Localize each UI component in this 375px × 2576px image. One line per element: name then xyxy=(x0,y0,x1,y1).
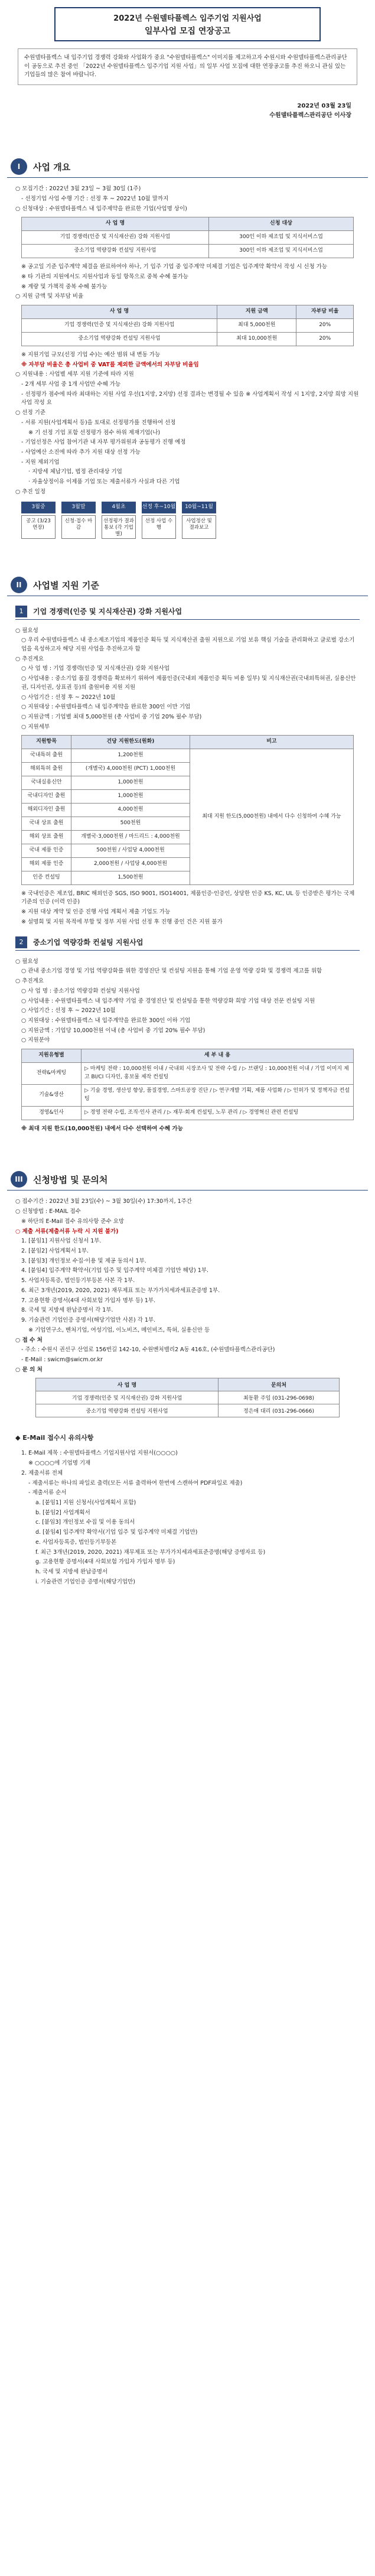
content-item: ○ 사 업 명 : 기업 경쟁력(인증 및 지식재산권) 강화 지원사업 xyxy=(21,665,169,672)
table-row xyxy=(36,1391,340,1404)
rule-sub: - 2개 세부 사업 중 1개 사업만 수혜 가능 xyxy=(21,380,121,388)
flow-step-head: 선정 후~10월 xyxy=(142,502,176,513)
cell: 국내실용신안 xyxy=(22,776,71,790)
flow-step-head: 10월~11월 xyxy=(182,502,216,513)
cell: 중소기업 역량강화 컨설팅 지원사업 xyxy=(22,332,217,346)
cell: 기업 경쟁력(인증 및 지식재산권) 강화 지원사업 xyxy=(22,231,209,245)
content-item: ○ 지원금액 : 기업당 10,000천원 이내 (총 사업비 중 기업 20% 필수 부담) xyxy=(21,1027,206,1034)
cell: 20% xyxy=(296,332,354,346)
doc-item: 7. 고용현황 증명서(4대 사회보험 가입자 명부 등) 1부. xyxy=(21,1297,156,1304)
section-1-title: 사업 개요 xyxy=(33,162,71,173)
issue-date: 2022년 03월 23일 xyxy=(297,103,351,110)
notice-item: i. 기술관련 기업인증 증명서(해당기업만) xyxy=(35,1578,135,1585)
doc-item: 1. [붙임1] 지원사업 신청서 1부. xyxy=(21,1238,102,1245)
flow-step xyxy=(21,502,56,539)
note: ※ 지원 대상 계약 및 인증 진행 사업 계획서 제출 기업도 가능 xyxy=(21,909,171,916)
content-item: ○ 사업내용 : 수원델타플렉스 내 입주계약 기업 중 경영진단 및 컨설팅을 통한 역량강화 희망 기업 대상 전문 컨설팅 지원 xyxy=(21,997,315,1004)
budget-table xyxy=(21,305,354,346)
cell: 중소기업 역량강화 컨설팅 지원사업 xyxy=(36,1404,219,1417)
apply-note: ※ 하단의 E-Mail 접수 유의사항 준수 요망 xyxy=(21,1218,125,1225)
schedule-flow xyxy=(21,502,360,539)
period-sub: - 선정기업 사업 수행 기간 : 선정 후 ~ 2022년 10월 말까지 xyxy=(21,195,169,202)
sub-section-title: 기업 경쟁력(인증 및 지식재산권) 강화 지원사업 xyxy=(33,607,182,616)
table-row xyxy=(22,1063,354,1085)
section-2-header xyxy=(7,575,368,596)
content-item: ○ 지원분야 xyxy=(21,1037,50,1044)
section-2-number: II xyxy=(11,577,27,593)
notice-item: b. [붙임2] 사업계획서 xyxy=(35,1509,90,1516)
content-item: ○ 지원금액 : 기업별 최대 5,000천원 (총 사업비 중 기업 20% 필수 부담) xyxy=(21,714,202,720)
sub-section-2-header xyxy=(15,936,360,951)
section-1-number: I xyxy=(11,158,27,175)
flow-title: ○ 추진 일정 xyxy=(15,488,46,495)
cell: 최대 지원 한도(5,000천원) 내에서 다수 신청하여 수혜 가능 xyxy=(190,749,353,884)
cell: 국내디자인 출원 xyxy=(22,790,71,804)
title-box xyxy=(54,7,321,41)
doc-item: 6. 최근 3개년(2019, 2020, 2021) 재무제표 또는 부가가치세과세표준증명 1부. xyxy=(21,1287,220,1294)
notice-item: g. 고용현황 증명서(4대 사회보험 가입자 가입자 명부 등) xyxy=(35,1559,175,1566)
section-2-title: 사업별 지원 기준 xyxy=(33,580,99,591)
process-note: ※ 기 선정 기업 포함 선정평가 점수 하위 제재기업(나) xyxy=(28,429,161,436)
purpose-title: ○ 필요성 xyxy=(15,627,38,634)
sub-section-1-body xyxy=(15,627,360,927)
th: 건당 지원한도(원화) xyxy=(71,736,190,749)
purpose-text: ○ 관내 중소기업 경영 및 기업 역량강화를 위한 경영진단 및 컨설팅 지원을 통해 기업 운영 역량 강화 및 경쟁력 제고를 위함 xyxy=(21,968,322,975)
content-item: ○ 지원세부 xyxy=(21,723,50,730)
cell: 개별국·3,000천원 / 마드리드 : 4,000천원 xyxy=(71,831,190,844)
notice-item: c. [붙임3] 개인정보 수집 및 이용 동의서 xyxy=(35,1519,135,1526)
cell: 중소기업 역량강화 컨설팅 지원사업 xyxy=(22,245,209,258)
cell: ▷ 경영 전략 수립, 조직·인사 관리 / ▷ 재무·회계 컨설팅, 노무 관리 / ▷ 경영혁신 관련 컨설팅 xyxy=(81,1106,354,1120)
docs-title: ○ 제출 서류(제출서류 누락 시 지원 불가) xyxy=(15,1228,119,1235)
th: 사 업 명 xyxy=(22,305,217,319)
cell: 4,000천원 xyxy=(71,804,190,817)
support-table xyxy=(21,735,354,884)
target: ○ 신청대상 : 수원델타플렉스 내 입주제약을 완료한 기업(사업명 상이) xyxy=(15,205,187,212)
content-item: ○ 지원대상 : 수원델타플렉스 내 입주계약을 완료한 300인 이하 기업 xyxy=(21,1017,191,1024)
consulting-table xyxy=(21,1049,354,1120)
table-row xyxy=(22,245,354,258)
section-1-header xyxy=(7,157,368,178)
table-row xyxy=(22,1084,354,1106)
notice-item: - 제출서류는 하나의 파일로 출력(모든 서류 출력하여 한번에 스캔하여 PDF파일로 제출) xyxy=(28,1479,243,1487)
content-title: ○ 추진계요 xyxy=(15,655,44,662)
doc-item: 3. [붙임3] 개인정보 수집·이용 및 제공 동의서 1부. xyxy=(21,1257,146,1264)
content-item: ○ 사 업 명 : 중소기업 역량강화 컨설팅 지원사업 xyxy=(21,987,140,994)
docs-note: ※ 기업연구소, 벤처기업, 여성기업, 이노비즈, 메인비즈, 특허, 실용신안 등 xyxy=(28,1326,210,1333)
notice-item: d. [붙임4] 입주계약 확약서(기업 입주 및 입주계약 미체결 기업만) xyxy=(35,1529,198,1536)
section-3-body xyxy=(15,1198,360,1374)
sub-section-2-body xyxy=(15,958,360,1134)
cell: 1,200천원 xyxy=(71,749,190,763)
notice-item: ※ ○○○○에 기업명 기재 xyxy=(28,1460,91,1467)
table-row xyxy=(22,1106,354,1120)
doc-item: 9. 기술관련 기업인증 증명서(해당기업만 사본) 각 1부. xyxy=(21,1317,156,1324)
flow-step-box: 선정평가 결과 통보 (각 기업별) xyxy=(102,515,136,539)
th: 사 업 명 xyxy=(36,1378,219,1391)
content-item: ○ 사업내용 : 중소기업 품질 경쟁력을 확보하기 위하여 제품인증(국내외 제품인증 획득 비용 일부) 및 지식재산권(국내외특허권, 실용신안권, 디자인권, 상표권 등)의 출원비용 지원 지원 xyxy=(21,675,356,691)
cell: 기업 경쟁력(인증 및 지식재산권) 강화 지원사업 xyxy=(22,318,217,332)
process-item: - 기업선정은 사업 참여기관 내 자부 평가위원과 공동평가 진행 예정 xyxy=(21,439,186,446)
note: ※ 지원기업 규모(선정 기업 수)는 예산 범위 내 변동 가능 xyxy=(21,351,161,358)
content-item: ○ 사업기간 : 선정 후 ~ 2022년 10월 xyxy=(21,694,116,701)
th: 문의처 xyxy=(219,1378,340,1391)
th: 지원유형별 xyxy=(22,1049,81,1063)
email-notice-body xyxy=(15,1449,360,1586)
cell: 1,000천원 xyxy=(71,790,190,804)
process-item: - 서류 지원(사업계획서 등)을 토대로 선정평가를 진행하여 선정 xyxy=(21,419,176,426)
period: ○ 모집기간 : 2022년 3월 23일 ~ 3월 30일 (1주) xyxy=(15,186,141,193)
content-title: ○ 추진계요 xyxy=(15,978,44,985)
th: 사 업 명 xyxy=(22,217,209,231)
th: 세 부 내 용 xyxy=(81,1049,354,1063)
doc-item: 5. 사업자등록증, 법인등기부등본 사본 각 1부. xyxy=(21,1277,135,1284)
target-table-wrap xyxy=(21,217,354,258)
note: ※ 최대 지원 한도(10,000천원) 내에서 다수 선택하여 수혜 가능 xyxy=(21,1125,183,1132)
flow-step-box: 공고 (3/23 연장) xyxy=(21,515,56,539)
cell: 20% xyxy=(296,318,354,332)
sub-section-1-header xyxy=(15,606,360,620)
cell: ▷ 마케팅 전략 : 10,000천원 이내 / 국내외 시장조사 및 전략 수립 / ▷ 브랜딩 : 10,000천원 이내 / 기업 이미지 제고 BI/CI 디자인, 홍보물 제작 컨설팅 xyxy=(81,1063,354,1085)
section-3-header xyxy=(7,1170,368,1191)
process-subitem: · 지방세 체납기업, 법정 관리대상 기업 xyxy=(28,469,122,476)
cell: 국내 제품 인증 xyxy=(22,844,71,857)
cell: ▷ 기술 경영, 생산성 향상, 품질경영, 스마트공장 진단 / ▷ 연구개발 기획, 제품 사업화 / ▷ 인허가 및 정책자금 컨설팅 xyxy=(81,1084,354,1106)
intro-paragraph: 수원델타플렉스 내 입주기업 경쟁력 강화와 사업화가 중요 "수원델타플렉스" 이미지를 제고하고자 수원시와 수원델타플렉스관리공단이 공동으로 추진 중인 「2022년 수원델타플렉스 입주기업 지원 사업」의 일부 사업 모집에 대한 연장공고를 추진 하오니 관심 있는 기업들의 많은 참여 바랍니다. xyxy=(18,48,357,85)
note: ※ 설명회 및 지원 목적에 부합 및 정부 지원 사업 선정 후 진행 중인 건은 지원 불가 xyxy=(21,918,223,925)
sub-section-title: 중소기업 역량강화 컨설팅 지원사업 xyxy=(33,938,144,947)
flow-step xyxy=(102,502,136,539)
cell: 해외 상표 출원 xyxy=(22,831,71,844)
support-table-wrap xyxy=(21,735,354,884)
notice-item: a. [붙임1] 지원 신청서(사업계획서 포함) xyxy=(35,1499,136,1506)
budget-title: ○ 지원 금액 및 자부담 비율 xyxy=(15,293,84,300)
title-line1: 2022년 수원델타플렉스 입주기업 지원사업 xyxy=(113,14,262,23)
content-item: ○ 사업기간 : 선정 후 ~ 2022년 10월 xyxy=(21,1007,116,1014)
doc-item: 2. [붙임2] 사업계획서 1부. xyxy=(21,1248,89,1255)
note: ※ 공고일 기준 입주계약 체결을 완료하여야 하나, 기 입주 기업 중 입주계약 미체결 기업은 입주계약 확약서 작성 시 신청 가능 xyxy=(21,264,328,271)
sub-section-number: 1 xyxy=(15,606,27,617)
cell: 최동환 주임 (031-296-0698) xyxy=(219,1391,340,1404)
doc-item: 8. 국세 및 지방세 완납증명서 각 1부. xyxy=(21,1307,113,1314)
notice-item: 1. E-Mail 제목 : 수원델타플렉스 기업지원사업 지원서(○○○○) xyxy=(21,1450,178,1457)
cell: 기술&생산 xyxy=(22,1084,81,1106)
th: 지원 금액 xyxy=(217,305,296,319)
purpose-title: ○ 필요성 xyxy=(15,958,38,965)
doc-item: 4. [붙임4] 입주계약 확약서(기업 입주 및 입주계약 미체결 기업만 해당) 1부. xyxy=(21,1267,208,1274)
cell: 인증 컨설팅 xyxy=(22,871,71,884)
cell: 정은애 대리 (031-296-0666) xyxy=(219,1404,340,1417)
cell: 경영&인사 xyxy=(22,1106,81,1120)
notice-item: f. 최근 3개년(2019, 2020, 2021) 재무제표 또는 부가가치세과세표준증명(해당 증명자료 등) xyxy=(35,1549,266,1556)
apply-method: ○ 신청방법 : E-MAIL 접수 xyxy=(15,1208,81,1215)
content-item: ○ 지원대상 : 수원델타플렉스 내 입주계약을 완료한 300인 이만 기업 xyxy=(21,704,191,711)
budget-table-wrap xyxy=(21,305,354,346)
cell: 300인 이하 제조업 및 지식서비스업 xyxy=(208,231,353,245)
apply-period: ○ 접수기간 : 2022년 3월 23일(수) ~ 3월 30일(수) 17:30까지, 1주간 xyxy=(15,1198,193,1205)
submit-email[interactable]: - E-Mail : swicm@swicm.or.kr xyxy=(21,1356,103,1363)
email-notice-title: ◆ E-Mail 접수시 유의사항 xyxy=(15,1434,94,1442)
contact-title: ○ 문 의 처 xyxy=(15,1366,43,1373)
process-subitem: · 자율상정이유 이제품 기업 또는 제출서류가 사실과 다른 기업 xyxy=(28,479,180,486)
flow-step xyxy=(142,502,176,539)
cell: 500천원 / 사업당 4,000천원 xyxy=(71,844,190,857)
cell: 1,000천원 xyxy=(71,776,190,790)
cell: 해외 제품 인증 xyxy=(22,857,71,871)
cell: 300인 이하 제조업 및 지식서비스업 xyxy=(208,245,353,258)
table-row xyxy=(36,1404,340,1417)
issue-date-block xyxy=(0,102,351,121)
flow-step-box: 사업정산 및 결과보고 xyxy=(182,515,216,539)
rule: ○ 지원내용 : 사업별 세부 지원 기준에 따라 지원 xyxy=(15,371,134,378)
cell: 국내 상표 출원 xyxy=(22,817,71,831)
th: 자부담 비율 xyxy=(296,305,354,319)
cell: 500천원 xyxy=(71,817,190,831)
table-row xyxy=(22,332,354,346)
process-title: ○ 선정 기준 xyxy=(15,409,46,417)
purpose-text: ○ 우리 수원델타플렉스 내 중소제조기업의 제품인증 획득 및 지식재산권 출원 지원으로 기업 보유 핵심 기술을 관리화하고 글로벌 강소기업을 육성하고자 해당 지원 사업을 추진하고자 함 xyxy=(21,637,355,652)
flow-step-box: 신청·접수 마감 xyxy=(61,515,96,539)
cell: 2,000천원 / 사업당 4,000천원 xyxy=(71,857,190,871)
cell: 최대 5,000천원 xyxy=(217,318,296,332)
rule-sub: - 선정평가 점수에 따라 최대하는 지원 사업 우선(1지망, 2지망) 선정 결과는 변경될 수 있음 ※ 사업계획서 작성 시 1지망, 2지망 희망 지원 사업 작성 요 xyxy=(21,391,359,406)
notice-item: e. 사업자등록증, 법인등기부등본 xyxy=(35,1539,117,1546)
sub-section-number: 2 xyxy=(15,936,27,948)
process-item: - 사업예산 소진에 따라 추가 지원 대상 선정 가능 xyxy=(21,449,141,456)
flow-step-head: 3월말 xyxy=(61,502,96,513)
note: ※ 타 기관의 지원에서도 지원사업과 동일 항목으로 중복 수혜 불가능 xyxy=(21,273,188,280)
cell: 국내특허 출원 xyxy=(22,749,71,763)
th: 신청 대상 xyxy=(208,217,353,231)
note: ※ 국내인증은 제조업, BRIC 해외인증 SGS, ISO 9001, ISO14001, 제품인증·인증인, 상당한 인증 KS, KC, UL 등 인증받은 평가는 국제 기준의 인증 (이력 인증) xyxy=(21,890,355,906)
cell: 1,500천원 xyxy=(71,871,190,884)
cell: 해외특허 출원 xyxy=(22,763,71,776)
notice-item: 2. 제출서류 전체 xyxy=(21,1469,63,1476)
th: 비고 xyxy=(190,736,353,749)
section-3-title: 신청방법 및 문의처 xyxy=(33,1175,108,1186)
process-item: - 지원 제외기업 xyxy=(21,458,60,466)
table-row xyxy=(22,749,354,763)
cell: 해외디자인 출원 xyxy=(22,804,71,817)
section-3-number: III xyxy=(11,1171,27,1188)
notice-item: - 제출서류 순서 xyxy=(28,1489,67,1497)
flow-step-box: 선정 사업 수행 xyxy=(142,515,176,539)
flow-step-head: 4월초 xyxy=(102,502,136,513)
cell: 기업 경쟁력(인증 및 지식재산권) 강화 지원사업 xyxy=(36,1391,219,1404)
notice-item: h. 국세 및 지방세 완납증명서 xyxy=(35,1569,108,1575)
note-highlight: ※ 자부담 비율은 총 사업비 중 VAT를 제외한 금액에서의 자부담 비율임 xyxy=(21,361,199,368)
flow-step xyxy=(61,502,96,539)
submit-title: ○ 접 수 처 xyxy=(15,1336,43,1344)
cell: 전략&마케팅 xyxy=(22,1063,81,1085)
consulting-table-wrap xyxy=(21,1049,354,1120)
submit-address: - 주소 : 수원시 권선구 산업로 156번길 142-10, 수원벤처밸리2 A동 416호, (수원델타플렉스관리공단) xyxy=(21,1346,275,1354)
cell: (개별국) 4,000천원 (PCT) 1,000천원 xyxy=(71,763,190,776)
table-row xyxy=(22,231,354,245)
contact-table xyxy=(35,1378,340,1417)
flow-step xyxy=(182,502,216,539)
contact-table-wrap xyxy=(35,1378,340,1417)
table-row xyxy=(22,318,354,332)
th: 지원항목 xyxy=(22,736,71,749)
cell: 최대 10,000천원 xyxy=(217,332,296,346)
issuer-org: 수원델타플렉스관리공단 이사장 xyxy=(269,112,351,119)
section-1-body xyxy=(15,185,360,538)
target-table xyxy=(21,217,354,258)
flow-step-head: 3월중 xyxy=(21,502,56,513)
note: ※ 계량 및 가책적 중복 수혜 불가능 xyxy=(21,283,107,290)
title-line2: 일부사업 모집 연장공고 xyxy=(145,27,230,36)
